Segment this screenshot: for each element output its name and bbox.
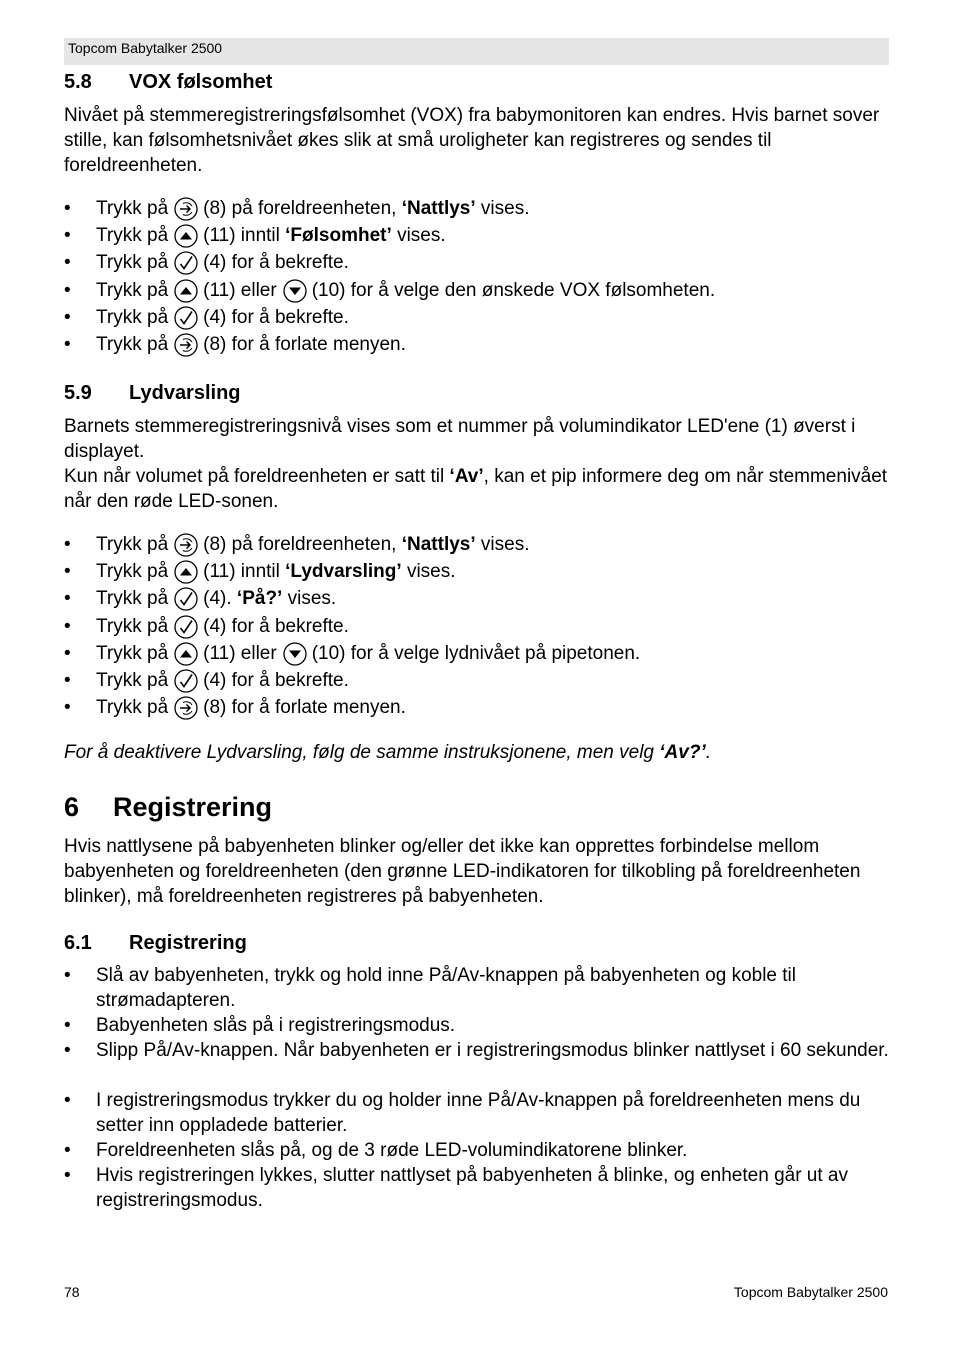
step-text: (10) for å velge den ønskede VOX følsomheten. <box>311 279 716 301</box>
step-text: Trykk på <box>96 534 169 555</box>
step-text: vises. <box>480 198 530 219</box>
step-item <box>64 613 892 640</box>
step-text: (4) for å bekrefte. <box>203 670 349 691</box>
step-text: (10) for å velge lydnivået på pipetonen. <box>311 642 641 664</box>
step-bold-text: ‘Nattlys’ <box>401 534 476 555</box>
paragraph-lydvarsling-2 <box>64 464 892 514</box>
step-text: Trykk på <box>96 334 169 355</box>
note-text: . <box>705 742 711 763</box>
menu-icon <box>174 197 198 221</box>
section-title-text: Lydvarsling <box>129 382 241 404</box>
step-item <box>64 304 892 331</box>
step-item <box>64 667 892 694</box>
check-icon <box>174 251 198 275</box>
list-item-text: Babyenheten slås på i registreringsmodus. <box>96 1015 456 1036</box>
list-item <box>64 1038 892 1063</box>
step-text: (8) på foreldreenheten, <box>203 534 397 555</box>
step-text: (11) inntil <box>203 561 280 583</box>
step-text: Trykk på <box>96 697 169 719</box>
bullet: • <box>64 306 71 328</box>
step-bold-text: ‘På?’ <box>236 588 283 610</box>
step-text: (11) eller <box>203 642 277 664</box>
bullet: • <box>64 1015 71 1036</box>
section-number: 5.9 <box>64 382 92 404</box>
step-bold-text: ‘Følsomhet’ <box>285 225 392 247</box>
step-text: (8) for å forlate menyen. <box>203 334 406 355</box>
step-text: vises. <box>406 561 456 583</box>
bullet: • <box>64 642 71 664</box>
step-text: vises. <box>397 225 446 247</box>
list-item <box>64 1138 892 1163</box>
bullet: • <box>64 225 71 247</box>
step-bold-text: ‘Nattlys’ <box>401 198 476 219</box>
footer-title: Topcom Babytalker 2500 <box>733 1284 888 1300</box>
page-number: 78 <box>64 1284 80 1300</box>
list-item-text: Slå av babyenheten, trykk og hold inne På/Av-knappen på babyenheten og koble til strømadapteren. <box>96 965 796 1011</box>
list-item-text: Slipp På/Av-knappen. Når babyenheten er i registreringsmodus blinker nattlyset i 60 sekunder. <box>96 1040 889 1061</box>
step-text: Trykk på <box>96 198 169 219</box>
step-text: Trykk på <box>96 642 169 664</box>
bullet: • <box>64 561 71 583</box>
chapter-number: 6 <box>64 792 80 822</box>
bullet: • <box>64 615 71 637</box>
step-item <box>64 195 892 222</box>
step-item <box>64 558 892 585</box>
up-arrow-icon <box>174 224 198 248</box>
up-arrow-icon <box>174 279 198 303</box>
paragraph-registrering: Hvis nattlysene på babyenheten blinker og/eller det ikke kan opprettes forbindelse mellom babyenheten og foreldreenheten (den grønne LED-indikatoren for tilkobling på foreldreenheten blinker), må foreldreenheten registreres på babyenheten. <box>64 836 861 907</box>
para-text: , kan et pip informere deg om når stemmenivået når den røde LED-sonen. <box>64 466 888 512</box>
step-text: Trykk på <box>96 670 169 691</box>
para-text: Kun når volumet på foreldreenheten er satt til <box>64 466 445 487</box>
check-icon <box>174 306 198 330</box>
step-text: (4) for å bekrefte. <box>203 615 349 637</box>
list-item-text: Hvis registreringen lykkes, slutter nattlyset på babyenheten å blinke, og enheten går ut av registreringsmodus. <box>96 1165 848 1211</box>
step-text: Trykk på <box>96 306 169 328</box>
list-item <box>64 1163 892 1213</box>
step-item <box>64 585 892 612</box>
list-item-text: Foreldreenheten slås på, og de 3 røde LED-volumindikatorene blinker. <box>96 1140 688 1161</box>
bullet: • <box>64 697 71 719</box>
bullet: • <box>64 279 71 301</box>
step-text: Trykk på <box>96 561 169 583</box>
bullet: • <box>64 334 71 355</box>
step-text: (4) for å bekrefte. <box>203 252 349 274</box>
step-text: vises. <box>287 588 337 610</box>
down-arrow-icon <box>283 279 307 303</box>
note-text: For å deaktivere Lydvarsling, følg de samme instruksjonene, men velg <box>64 742 654 763</box>
bullet: • <box>64 252 71 274</box>
step-text: (11) eller <box>203 279 277 301</box>
bullet: • <box>64 534 71 555</box>
note-bold: ‘Av?’ <box>659 742 706 763</box>
step-text: Trykk på <box>96 225 169 247</box>
note-deactivate <box>64 740 892 765</box>
step-text: Trykk på <box>96 252 169 274</box>
section-title-text: VOX følsomhet <box>129 71 273 93</box>
menu-icon <box>174 333 198 357</box>
section-title-text: Registrering <box>129 932 247 954</box>
menu-icon <box>174 696 198 720</box>
para-bold: ‘Av’ <box>449 466 484 487</box>
bullet: • <box>64 588 71 610</box>
step-item <box>64 694 892 721</box>
step-item <box>64 277 892 304</box>
step-text: (8) for å forlate menyen. <box>203 697 406 719</box>
check-icon <box>174 587 198 611</box>
bullet: • <box>64 670 71 691</box>
bullet: • <box>64 1040 71 1061</box>
step-item <box>64 331 892 358</box>
section-number: 6.1 <box>64 932 92 954</box>
menu-icon <box>174 533 198 557</box>
down-arrow-icon <box>283 642 307 666</box>
step-text: Trykk på <box>96 588 169 610</box>
bullet: • <box>64 965 71 986</box>
step-text: vises. <box>480 534 530 555</box>
step-item <box>64 249 892 276</box>
section-title-6-1 <box>64 932 247 955</box>
up-arrow-icon <box>174 560 198 584</box>
chapter-title-6 <box>64 792 272 823</box>
chapter-title-text: Registrering <box>113 792 273 822</box>
step-text: (4) for å bekrefte. <box>203 306 349 328</box>
bullet: • <box>64 198 71 219</box>
step-item <box>64 222 892 249</box>
check-icon <box>174 615 198 639</box>
bullet: • <box>64 1140 71 1161</box>
step-item <box>64 531 892 558</box>
paragraph-lydvarsling-1: Barnets stemmeregistreringsnivå vises som et nummer på volumindikator LED'ene (1) øverst i displayet. <box>64 416 856 462</box>
section-title-5-8 <box>64 71 272 94</box>
step-bold-text: ‘Lydvarsling’ <box>285 561 402 583</box>
header-title: Topcom Babytalker 2500 <box>68 40 223 56</box>
bullet: • <box>64 1165 71 1186</box>
check-icon <box>174 669 198 693</box>
step-item <box>64 640 892 667</box>
section-title-5-9 <box>64 382 241 405</box>
step-text: (4). <box>203 588 232 610</box>
list-item <box>64 1088 892 1138</box>
bullet: • <box>64 1090 71 1111</box>
list-item-text: I registreringsmodus trykker du og holder inne På/Av-knappen på foreldreenheten mens du setter inn oppladede batterier. <box>96 1090 861 1136</box>
step-text: (8) på foreldreenheten, <box>203 198 397 219</box>
section-number: 5.8 <box>64 71 92 93</box>
list-item <box>64 963 892 1013</box>
up-arrow-icon <box>174 642 198 666</box>
list-item <box>64 1013 892 1038</box>
header-bar <box>64 38 889 65</box>
step-text: Trykk på <box>96 279 169 301</box>
paragraph-vox: Nivået på stemmeregistreringsfølsomhet (VOX) fra babymonitoren kan endres. Hvis barnet sover stille, kan følsomhetsnivået økes slik at små uroligheter kan registreres og sendes til foreldreenheten. <box>64 105 880 176</box>
step-text: Trykk på <box>96 615 169 637</box>
step-text: (11) inntil <box>203 225 280 247</box>
